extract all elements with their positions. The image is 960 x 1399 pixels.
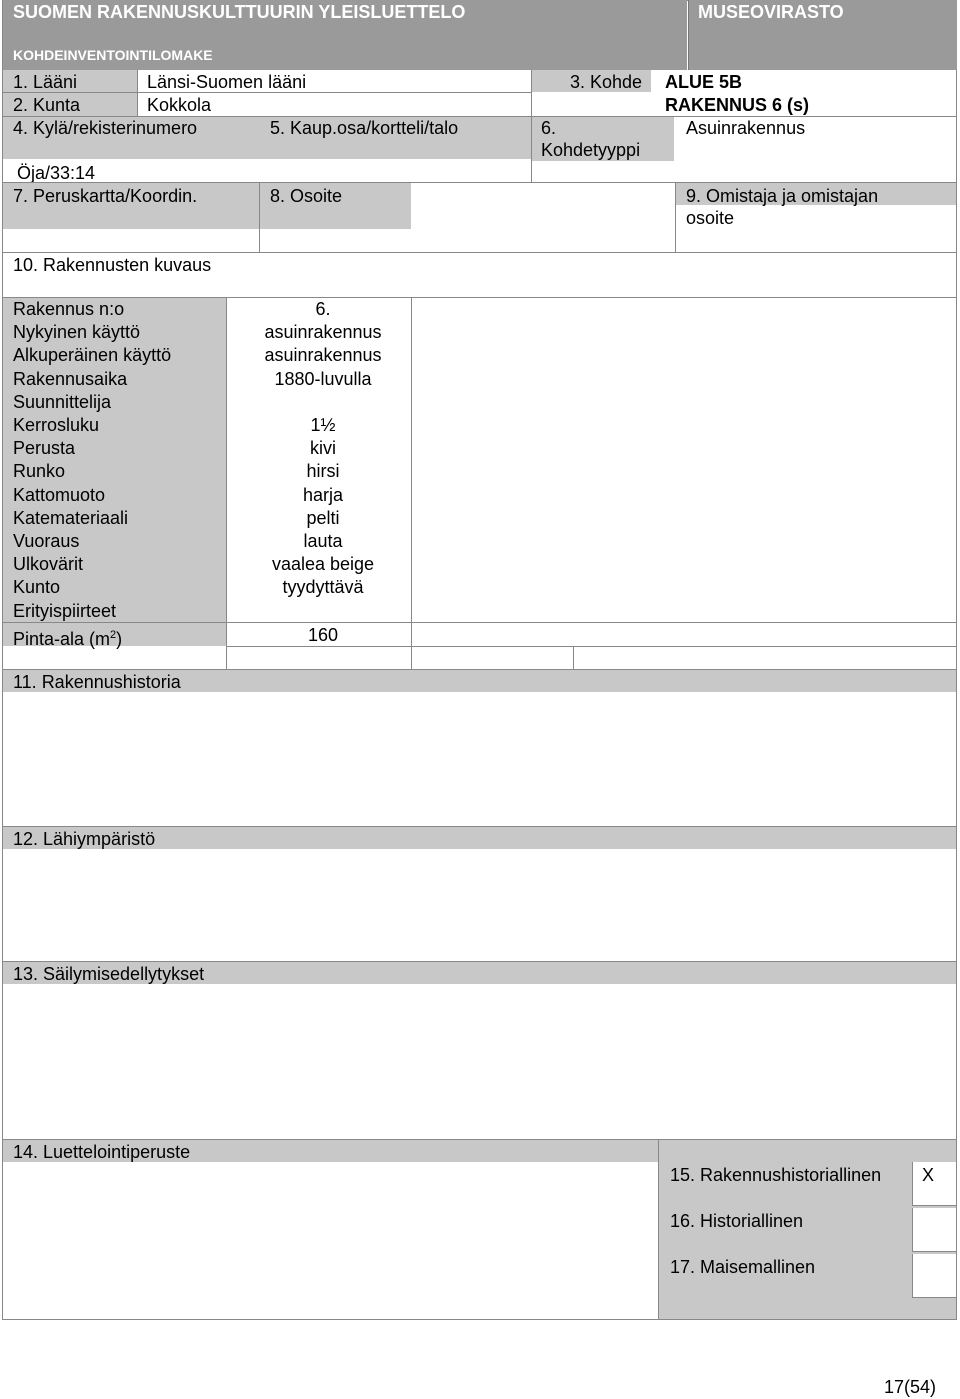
attribute-label: Rakennus n:o — [13, 299, 125, 319]
attribute-value: hirsi — [306, 461, 340, 482]
attribute-label: Nykyinen käyttö — [13, 322, 141, 343]
kyla-value: Öja/33:14 — [17, 163, 96, 183]
osoite-label: 8. Osoite — [270, 186, 343, 206]
attribute-value: asuinrakennus — [264, 322, 382, 343]
section14-title: 14. Luettelointiperuste — [13, 1142, 191, 1162]
attribute-label: Vuoraus — [13, 531, 80, 551]
table-row — [0, 391, 960, 414]
kaup-label: 5. Kaup.osa/kortteli/talo — [270, 118, 459, 138]
attribute-value: asuinrakennus — [264, 345, 382, 366]
kohdetyyppi-label-2: Kohdetyyppi — [541, 140, 641, 160]
kohdetyyppi-label-1: 6. — [541, 118, 557, 138]
page-number: 17(54) — [884, 1377, 937, 1397]
table-row — [0, 507, 960, 530]
table-row — [0, 600, 960, 623]
divider — [531, 116, 532, 182]
section11-content-area — [3, 692, 956, 826]
criterion-label: 17. Maisemallinen — [670, 1257, 816, 1277]
table-row — [0, 460, 960, 483]
laani-label: 1. Lääni — [13, 72, 78, 92]
attribute-label: Kattomuoto — [13, 484, 106, 505]
criterion-checkbox[interactable] — [912, 1162, 956, 1206]
kyla-label: 4. Kylä/rekisterinumero — [13, 118, 198, 138]
area-label — [13, 624, 122, 650]
divider — [137, 70, 138, 116]
criterion-label: 15. Rakennushistoriallinen — [670, 1165, 882, 1185]
attribute-value: 1½ — [310, 415, 336, 435]
section10-title: 10. Rakennusten kuvaus — [13, 255, 212, 275]
section12-title: 12. Lähiympäristö — [13, 829, 156, 849]
table-row — [0, 414, 960, 437]
table-row — [0, 344, 960, 367]
table-row — [0, 530, 960, 553]
section13-title: 13. Säilymisedellytykset — [13, 964, 205, 984]
header-title: SUOMEN RAKENNUSKULTTUURIN YLEISLUETTELO — [13, 2, 466, 22]
table-row — [0, 576, 960, 599]
attribute-value: 6. — [315, 299, 331, 319]
attribute-label: Runko — [13, 461, 66, 482]
kohde-value-building: RAKENNUS 6 (s) — [665, 95, 810, 115]
attribute-value: pelti — [306, 507, 340, 528]
attribute-label: Kunto — [13, 577, 61, 598]
attribute-label: Rakennusaika — [13, 368, 128, 389]
area-value: 160 — [307, 625, 339, 645]
divider — [675, 182, 676, 252]
attribute-value: harja — [302, 484, 344, 505]
kohde-label: 3. Kohde — [570, 72, 643, 92]
attribute-label: Kerrosluku — [13, 415, 100, 435]
attribute-value: tyydyttävä — [282, 577, 364, 598]
divider — [259, 182, 260, 252]
table-row — [0, 553, 960, 576]
attribute-value: vaalea beige — [271, 554, 375, 575]
header-org: MUSEOVIRASTO — [698, 2, 844, 22]
area-label-close: ) — [116, 629, 123, 649]
attribute-label: Erityispiirteet — [13, 600, 117, 621]
area-label-text: Pinta-ala (m — [13, 629, 111, 649]
criterion-checkbox[interactable] — [912, 1254, 956, 1298]
header-form-name: KOHDEINVENTOINTILOMAKE — [13, 47, 213, 63]
criterion-label: 16. Historiallinen — [670, 1211, 804, 1231]
attribute-label: Suunnittelija — [13, 391, 112, 412]
attribute-label: Perusta — [13, 438, 76, 459]
attribute-value: kivi — [310, 438, 336, 459]
area-label-sup: 2 — [110, 629, 117, 641]
criterion-checkbox[interactable] — [912, 1208, 956, 1252]
table-row — [0, 321, 960, 344]
table-row — [0, 437, 960, 460]
attribute-value: 1880-luvulla — [274, 368, 372, 389]
divider — [658, 1139, 659, 1319]
kohdetyyppi-value: Asuinrakennus — [686, 118, 806, 138]
omistaja-label-2: osoite — [686, 208, 735, 228]
peruskartta-label: 7. Peruskartta/Koordin. — [13, 186, 198, 206]
kunta-label: 2. Kunta — [13, 95, 81, 115]
divider — [3, 622, 956, 623]
section13-content-area — [3, 984, 956, 1139]
table-row — [0, 484, 960, 507]
criterion-mark: X — [922, 1165, 935, 1185]
attribute-label: Alkuperäinen käyttö — [13, 345, 172, 366]
attribute-value: lauta — [303, 531, 343, 551]
table-row — [0, 368, 960, 391]
kunta-value: Kokkola — [147, 95, 212, 115]
divider — [531, 70, 532, 116]
kohde-value-area: ALUE 5B — [665, 72, 743, 92]
section11-title: 11. Rakennushistoria — [13, 672, 181, 692]
omistaja-label-1: 9. Omistaja ja omistajan — [686, 186, 879, 206]
attribute-label: Katemateriaali — [13, 507, 129, 528]
laani-value: Länsi-Suomen lääni — [147, 72, 307, 92]
divider — [226, 646, 956, 647]
table-row — [0, 298, 960, 321]
divider — [3, 252, 956, 253]
divider — [573, 646, 574, 669]
attribute-label: Ulkovärit — [13, 554, 84, 575]
section12-content-area — [3, 849, 956, 961]
